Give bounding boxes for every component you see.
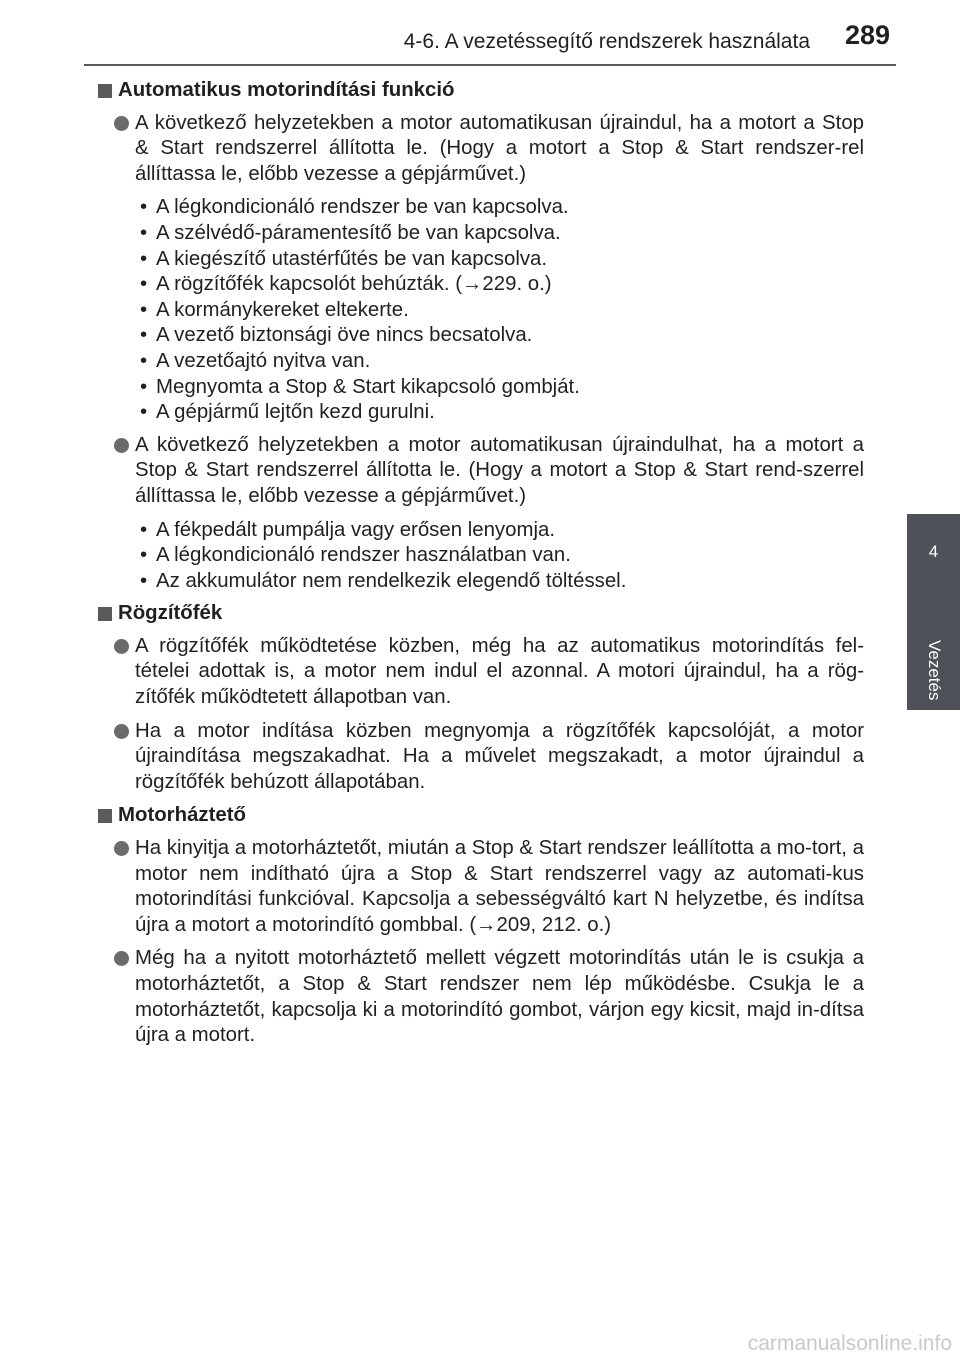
- dot-bullet-icon: •: [140, 518, 148, 541]
- list-item-text: A szélvédő-páramentesítő be van kapcsolva.: [156, 221, 561, 244]
- list-item: [135, 195, 864, 221]
- list-item-text: A fékpedált pumpálja vagy erősen lenyomja.: [156, 518, 555, 541]
- circle-bullet-icon: [114, 438, 129, 453]
- section-heading: [98, 601, 864, 627]
- list-item-text: Az akkumulátor nem rendelkezik elegendő töltéssel.: [156, 569, 627, 592]
- dot-bullet-icon: •: [140, 196, 148, 219]
- paragraph-text: Ha kinyitja a motorháztetőt, miután a Stop & Start rendszer leállította a mo-tort, a motor nem indítható újra a Stop & Start rendszerrel vagy az automati-kus motorindítási funkcióval. Kapcsolja a sebességváltó kart N helyzetbe, és indítsa újra a motort a motorindító gombbal. (→209, 212. o.): [135, 837, 864, 936]
- list-item-text: A rögzítőfék kapcsolót behúzták. (→229. o.): [156, 273, 552, 296]
- section-heading-text: Motorháztető: [118, 804, 246, 827]
- dot-bullet-icon: •: [140, 401, 148, 424]
- list-item: [135, 543, 864, 569]
- square-bullet-icon: [98, 84, 112, 98]
- condition-list: [98, 195, 864, 425]
- chapter-side-tab: [907, 514, 960, 710]
- list-item-text: A vezető biztonsági öve nincs becsatolva.: [156, 324, 533, 347]
- page-content: [98, 78, 864, 1057]
- list-item-text: Megnyomta a Stop & Start kikapcsoló gombját.: [156, 375, 580, 398]
- condition-list: [98, 518, 864, 595]
- dot-bullet-icon: •: [140, 349, 148, 372]
- section-heading: [98, 78, 864, 104]
- section-heading: [98, 803, 864, 829]
- dot-bullet-icon: •: [140, 544, 148, 567]
- header-rule: [84, 64, 896, 66]
- paragraph-text: A következő helyzetekben a motor automatikusan újraindulhat, ha a motort a Stop & Start rendszerrel állította le. (Hogy a motort a Stop & Start rend-szerrel állíttassa le, előbb vezesse a gépjárművet.): [135, 433, 864, 507]
- square-bullet-icon: [98, 809, 112, 823]
- paragraph: [98, 946, 864, 1048]
- paragraph-text: Még ha a nyitott motorháztető mellett végzett motorindítás után le is csukja a motorháztetőt, a Stop & Start rendszer nem lép működésbe. Csukja le a motorháztetőt, kapcsolja ki a motorindító gombot, várjon egy kicsit, majd in-dítsa újra a motort.: [135, 947, 864, 1047]
- section-automatic-restart: [98, 78, 864, 594]
- dot-bullet-icon: •: [140, 375, 148, 398]
- list-item-text: A vezetőajtó nyitva van.: [156, 349, 371, 372]
- side-tab-label: Vezetés: [925, 640, 944, 701]
- page-number: 289: [844, 20, 890, 50]
- list-item: [135, 272, 864, 298]
- circle-bullet-icon: [114, 116, 129, 131]
- circle-bullet-icon: [114, 724, 129, 739]
- paragraph: [98, 836, 864, 938]
- list-item: [135, 375, 864, 401]
- chapter-title: 4-6. A vezetéssegítő rendszerek használata: [403, 30, 810, 53]
- dot-bullet-icon: •: [140, 273, 148, 296]
- dot-bullet-icon: •: [140, 247, 148, 270]
- circle-bullet-icon: [114, 639, 129, 654]
- section-parking-brake: [98, 601, 864, 795]
- list-item: [135, 518, 864, 544]
- list-item: [135, 221, 864, 247]
- paragraph: [98, 111, 864, 188]
- dot-bullet-icon: •: [140, 324, 148, 347]
- list-item: [135, 247, 864, 273]
- paragraph-text: Ha a motor indítása közben megnyomja a rögzítőfék kapcsolóját, a motor újraindítása megszakadhat. Ha a művelet megszakadt, a motor újraindul a rögzítőfék behúzott állapotában.: [135, 719, 864, 793]
- list-item: [135, 349, 864, 375]
- list-item: [135, 298, 864, 324]
- dot-bullet-icon: •: [140, 221, 148, 244]
- page-header: [0, 0, 960, 66]
- list-item: [135, 569, 864, 595]
- circle-bullet-icon: [114, 841, 129, 856]
- list-item: [135, 400, 864, 426]
- section-hood: [98, 803, 864, 1048]
- dot-bullet-icon: •: [140, 298, 148, 321]
- section-heading-text: Rögzítőfék: [118, 602, 223, 625]
- list-item-text: A légkondicionáló rendszer be van kapcsolva.: [156, 196, 569, 219]
- square-bullet-icon: [98, 607, 112, 621]
- list-item-text: A gépjármű lejtőn kezd gurulni.: [156, 401, 435, 424]
- section-heading-text: Automatikus motorindítási funkció: [118, 79, 455, 101]
- paragraph: [98, 634, 864, 711]
- paragraph: [98, 719, 864, 796]
- circle-bullet-icon: [114, 951, 129, 966]
- watermark: carmanualsonline.info: [747, 1332, 952, 1355]
- list-item-text: A kiegészítő utastérfűtés be van kapcsolva.: [156, 247, 548, 270]
- paragraph-text: A következő helyzetekben a motor automatikusan újraindul, ha a motort a Stop & Start rendszerrel állította le. (Hogy a motort a Stop & Start rendszer-rel állíttassa le, előbb vezesse a gépjárművet.): [135, 111, 864, 185]
- side-tab-number: 4: [928, 542, 939, 561]
- list-item: [135, 323, 864, 349]
- dot-bullet-icon: •: [140, 569, 148, 592]
- list-item-text: A légkondicionáló rendszer használatban van.: [156, 544, 571, 567]
- list-item-text: A kormánykereket eltekerte.: [156, 298, 409, 321]
- paragraph: [98, 433, 864, 510]
- paragraph-text: A rögzítőfék működtetése közben, még ha az automatikus motorindítás fel-tételei adottak is, a motor nem indul el azonnal. A motori újraindul, ha a rög-zítőfék működtetett állapotban van.: [135, 634, 864, 709]
